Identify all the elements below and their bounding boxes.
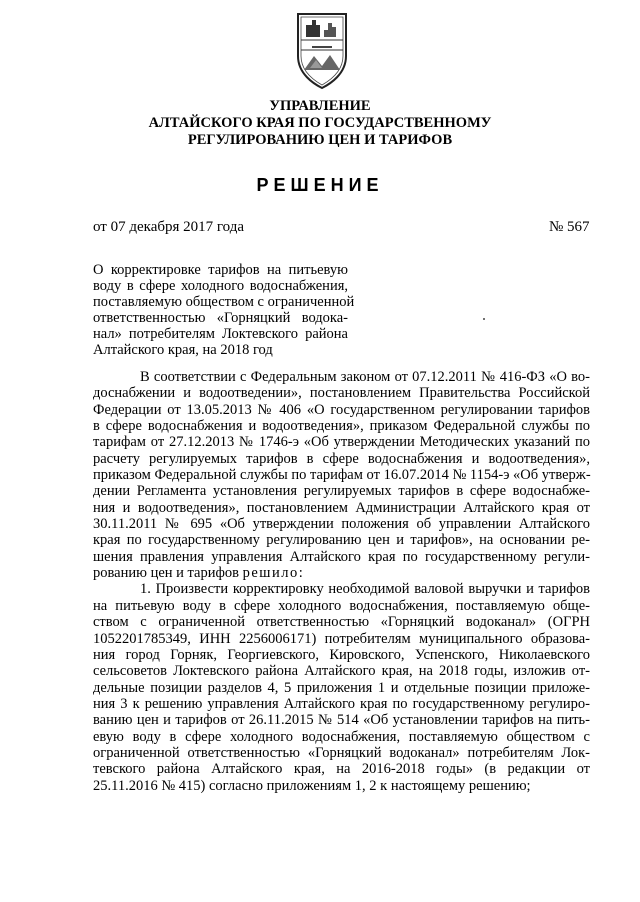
body-line: ния 3 к решению управления Алтайского края по государственному регулиро- — [93, 695, 590, 712]
document-number: № 567 — [549, 219, 590, 235]
body-line: Федерации от 13.05.2013 № 406 «О государственном регулировании тарифов — [93, 401, 590, 418]
body-line: дельные позиции разделов 4, 5 приложения 1 и отдельные позиции приложе- — [93, 679, 590, 696]
decision-word: решило — [242, 565, 299, 582]
body-line: доснабжении и водоотведении», постановлением Правительства Российской — [93, 385, 590, 402]
document-date: от 07 декабря 2017 года — [93, 219, 245, 235]
body-line: дении Регламента установления регулируемых тарифов в сфере водоснабже- — [93, 483, 590, 500]
subject-line: поставляемую обществом с ограниченной — [93, 294, 355, 310]
preamble-paragraph — [93, 369, 590, 581]
body-line: на питьевую воду в сфере холодного водоснабжения, поставляемую обще- — [93, 597, 590, 614]
body-line: 25.11.2016 № 415) согласно приложениям 1, 2 к настоящему решению; — [93, 777, 531, 794]
scan-speck — [483, 318, 485, 320]
org-name-line-1: УПРАВЛЕНИЕ — [269, 98, 371, 114]
document-title: РЕШЕНИЕ — [256, 175, 384, 195]
subject-line: нал» потребителям Локтевского района — [93, 326, 348, 342]
subject-line: ответственностью «Горняцкий водока- — [93, 310, 348, 326]
body-line: ограниченной ответственностью «Горняцкий водоканал» потребителям Лок- — [93, 744, 590, 761]
body-line: ния город Горняк, Георгиевского, Кировского, Успенского, Николаевского — [93, 646, 590, 663]
decision-paragraph-1 — [93, 581, 590, 793]
document-body — [93, 369, 590, 794]
coat-of-arms-icon — [290, 10, 354, 90]
body-line-text: рованию цен и тарифов — [93, 565, 243, 582]
body-line: 1052201785349, ИНН 2256006171) потребителям муниципального образова- — [93, 630, 590, 647]
body-line: 30.11.2011 № 695 «Об утверждении положения об управлении Алтайского — [93, 516, 590, 533]
body-line: В соответствии с Федеральным законом от 07.12.2011 № 416-ФЗ «О во- — [140, 369, 590, 385]
body-line: края по государственному регулированию цен и тарифов», на основании ре- — [93, 532, 590, 549]
body-line — [93, 565, 590, 581]
body-line: в сфере водоснабжения и водоотведения», приказом Федеральной службы по — [93, 418, 590, 435]
subject-line: воду в сфере холодного водоснабжения, — [93, 278, 348, 294]
body-line: шения правления управления Алтайского края по государственному регули- — [93, 548, 590, 565]
body-line-text: : — [298, 565, 303, 582]
body-line: расчету регулируемых тарифов в сфере водоснабжения и водоотведения», — [93, 450, 590, 467]
body-line: тевского района Алтайского края, на 2016-2018 годы» (в редакции от — [93, 761, 590, 778]
body-line: сельсоветов Локтевского района Алтайского края, на 2018 годы, изложив от- — [93, 663, 590, 680]
document-subject — [93, 262, 355, 358]
subject-line: О корректировке тарифов на питьевую — [93, 262, 348, 278]
org-name-line-2: АЛТАЙСКОГО КРАЯ ПО ГОСУДАРСТВЕННОМУ — [148, 115, 492, 131]
subject-line: Алтайского края, на 2018 год — [93, 342, 273, 358]
body-line: ством с ограниченной ответственностью «Горняцкий водоканал» (ОГРН — [93, 614, 590, 631]
body-line: евую воду в сфере холодного водоснабжения, поставляемую обществом с — [93, 728, 590, 745]
body-line: ния и водоотведения», постановлением Администрации Алтайского края от — [93, 499, 590, 516]
body-line: ванию цен и тарифов от 26.11.2015 № 514 «Об установлении тарифов на пить- — [93, 712, 590, 729]
body-line: 1. Произвести корректировку необходимой валовой выручки и тарифов — [140, 581, 590, 598]
org-name-line-3: РЕГУЛИРОВАНИЮ ЦЕН И ТАРИФОВ — [187, 132, 453, 148]
body-line: тарифам от 27.12.2013 № 1746-э «Об утверждении Методических указаний по — [93, 434, 590, 451]
body-line: приказом Федеральной службы по тарифам от 16.07.2014 № 1154-э «Об утверж- — [93, 467, 591, 484]
